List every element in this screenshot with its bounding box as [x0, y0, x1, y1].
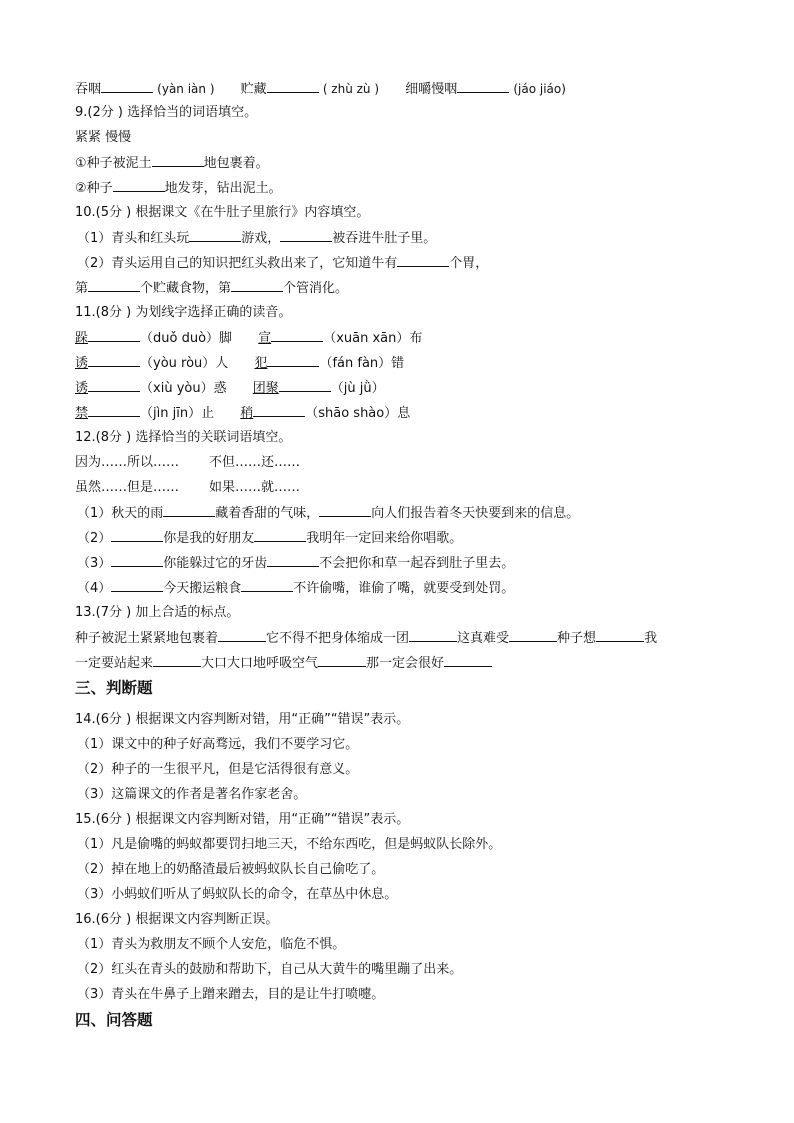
answer-blank[interactable]: [254, 529, 306, 542]
answer-blank[interactable]: [189, 229, 241, 242]
q10-title: 10.(5分 ) 根据课文《在牛肚子里旅行》内容填空。: [75, 205, 370, 220]
q15-statement-3: （3）小蚂蚁们听从了蚂蚁队长的命令，在草丛中休息。: [77, 887, 398, 902]
q16-statement-3: （3）青头在牛鼻子上蹭来蹭去，目的是让牛打喷嚏。: [77, 987, 385, 1002]
q9-options: 紧紧 慢慢: [75, 130, 132, 145]
answer-blank[interactable]: [88, 354, 140, 367]
answer-blank[interactable]: [596, 629, 644, 642]
section-heading-judgment: 三、判断题: [75, 679, 153, 697]
answer-blank[interactable]: [241, 579, 293, 592]
q10-sentence-1: （1）青头和红头玩 游戏， 被吞进牛肚子里。: [77, 231, 437, 246]
q10-sentence-2: （2）青头运用自己的知识把红头救出来了，它知道牛有 个胃，: [77, 256, 489, 271]
answer-blank[interactable]: [253, 404, 305, 417]
answer-blank[interactable]: [88, 404, 140, 417]
q8-pinyin-line: 吞咽 (yàn iàn ) 贮藏 ( zhù zù ) 细嚼慢咽 (jáo jiáo): [75, 82, 566, 97]
answer-blank[interactable]: [218, 629, 266, 642]
q11-title: 11.(8分 ) 为划线字选择正确的读音。: [75, 305, 292, 320]
q12-options-2: 虽然……但是…… 如果……就……: [75, 480, 301, 495]
answer-blank[interactable]: [231, 279, 283, 292]
answer-blank[interactable]: [444, 654, 492, 667]
answer-blank[interactable]: [509, 629, 557, 642]
q10-sentence-3: 第 个贮藏食物，第 个管消化。: [75, 281, 349, 296]
q15-statement-1: （1）凡是偷嘴的蚂蚁都要罚扫地三天，不给东西吃，但是蚂蚁队长除外。: [77, 837, 502, 852]
answer-blank[interactable]: [267, 354, 319, 367]
q15-statement-2: （2）掉在地上的奶酪渣最后被蚂蚁队长自己偷吃了。: [77, 862, 385, 877]
q15-title: 15.(6分 ) 根据课文内容判断对错，用“正确”“错误”表示。: [75, 812, 410, 827]
q13-line-2: 一定要站起来 大口大口地呼吸空气 那一定会很好: [75, 654, 492, 673]
answer-blank[interactable]: [88, 329, 140, 342]
answer-blank[interactable]: [152, 154, 204, 167]
answer-blank[interactable]: [88, 379, 140, 392]
q12-sentence-2: （2） 你是我的好朋友 我明年一定回来给你唱歌。: [77, 531, 463, 546]
q14-statement-1: （1）课文中的种子好高骛远，我们不要学习它。: [77, 737, 359, 752]
q11-row-1: 跺 （duǒ duò）脚 宣 （xuān xān）布: [75, 331, 423, 346]
q9-sentence-2: ②种子 地发芽，钻出泥土。: [75, 181, 282, 196]
q14-title: 14.(6分 ) 根据课文内容判断对错，用“正确”“错误”表示。: [75, 712, 410, 727]
q9-sentence-1: ①种子被泥土 地包裹着。: [75, 156, 269, 171]
answer-blank[interactable]: [111, 579, 163, 592]
q16-title: 16.(6分 ) 根据课文内容判断正误。: [75, 912, 279, 927]
answer-blank[interactable]: [267, 554, 319, 567]
answer-blank[interactable]: [279, 379, 331, 392]
answer-blank[interactable]: [280, 229, 332, 242]
answer-blank[interactable]: [409, 629, 457, 642]
answer-blank[interactable]: [111, 554, 163, 567]
answer-blank[interactable]: [319, 504, 371, 517]
answer-blank[interactable]: [88, 279, 140, 292]
q16-statement-1: （1）青头为救朋友不顾个人安危，临危不惧。: [77, 937, 346, 952]
q11-row-2: 诱 （yòu ròu）人 犯 （fán fàn）错: [75, 356, 405, 371]
section-heading-questions: 四、问答题: [75, 1011, 153, 1029]
answer-blank[interactable]: [271, 329, 323, 342]
answer-blank[interactable]: [153, 654, 201, 667]
answer-blank[interactable]: [101, 80, 153, 93]
answer-blank[interactable]: [113, 179, 165, 192]
q11-row-3: 诱 （xiù yòu）惑 团聚 （jù jǜ）: [75, 381, 385, 396]
q13-line-1: 种子被泥土紧紧地包裹着 它不得不把身体缩成一团 这真难受 种子想 我: [75, 631, 658, 646]
answer-blank[interactable]: [111, 529, 163, 542]
answer-blank[interactable]: [267, 80, 319, 93]
q9-title: 9.(2分 ) 选择恰当的词语填空。: [75, 105, 258, 120]
q12-sentence-4: （4） 今天搬运粮食 不许偷嘴，谁偷了嘴，就要受到处罚。: [77, 581, 515, 596]
q11-row-4: 禁 （jìn jīn）止 稍 （shāo shào）息: [75, 406, 411, 421]
q12-options-1: 因为……所以…… 不但……还……: [75, 455, 301, 470]
q12-sentence-1: （1）秋天的雨 藏着香甜的气味， 向人们报告着冬天快要到来的信息。: [77, 506, 580, 521]
q16-statement-2: （2）红头在青头的鼓励和帮助下，自己从大黄牛的嘴里蹦了出来。: [77, 962, 463, 977]
q14-statement-3: （3）这篇课文的作者是著名作家老舍。: [77, 787, 307, 802]
q12-title: 12.(8分 ) 选择恰当的关联词语填空。: [75, 430, 292, 445]
answer-blank[interactable]: [397, 254, 449, 267]
answer-blank[interactable]: [457, 80, 509, 93]
answer-blank[interactable]: [318, 654, 366, 667]
answer-blank[interactable]: [163, 504, 215, 517]
q12-sentence-3: （3） 你能躲过它的牙齿 不会把你和草一起吞到肚子里去。: [77, 556, 515, 571]
q13-title: 13.(7分 ) 加上合适的标点。: [75, 605, 240, 620]
q14-statement-2: （2）种子的一生很平凡，但是它活得很有意义。: [77, 762, 359, 777]
